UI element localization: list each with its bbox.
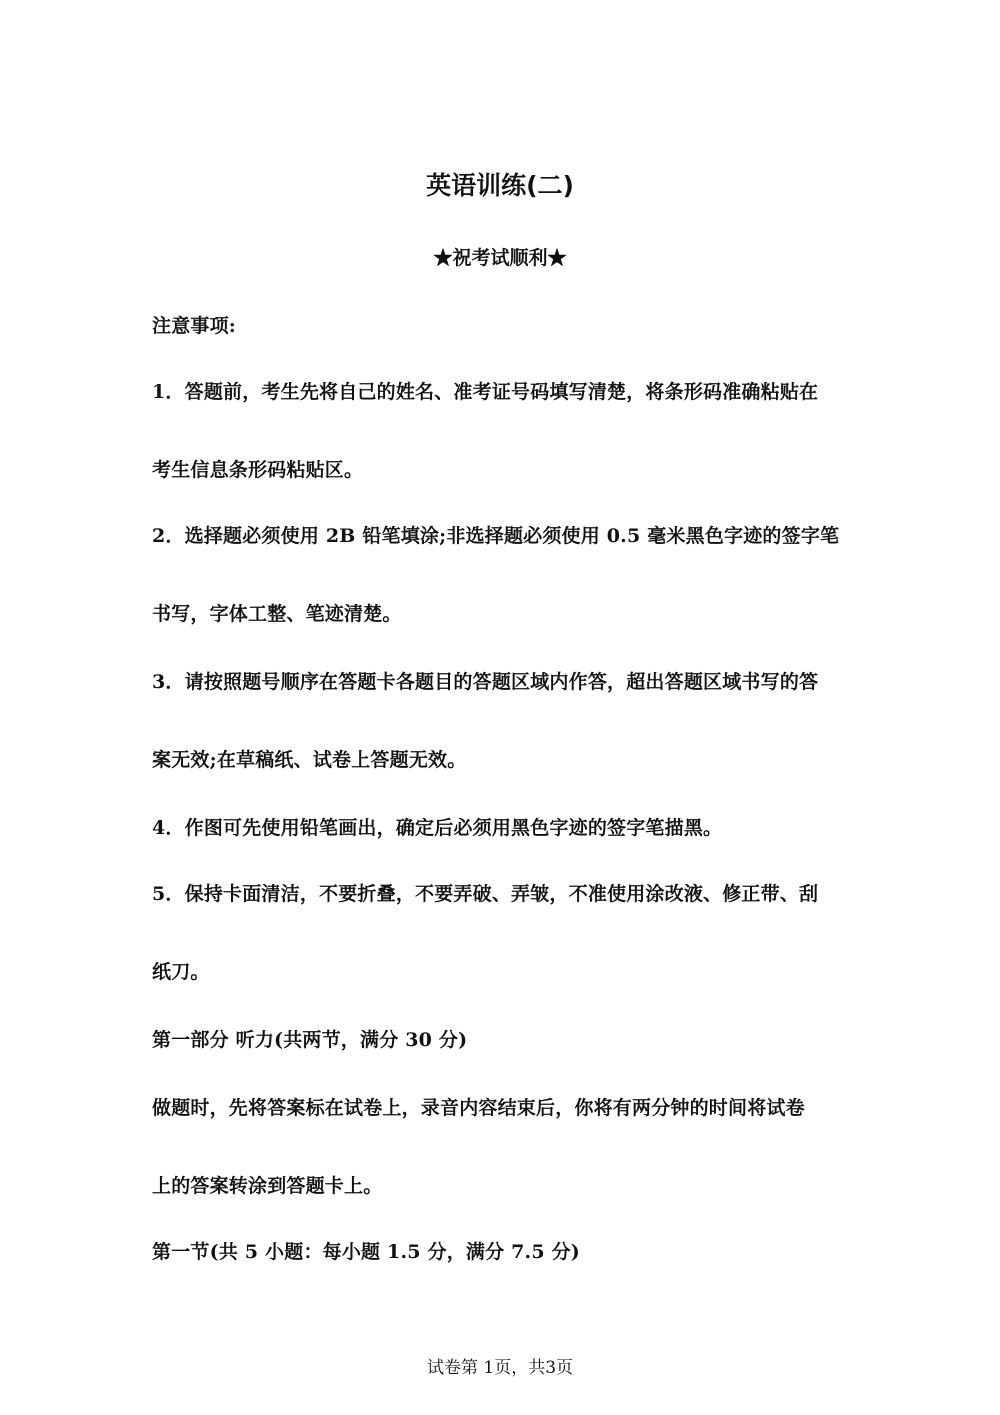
notice-item-1-line-1: 1．答题前，考生先将自己的姓名、准考证号码填写清楚，将条形码准确粘贴在: [152, 381, 819, 403]
notice-item-4: 4．作图可先使用铅笔画出，确定后必须用黑色字迹的签字笔描黑。: [152, 817, 723, 839]
notice-item-3-line-2: 案无效;在草稿纸、试卷上答题无效。: [152, 749, 467, 771]
notice-item-5-line-2: 纸刀。: [152, 961, 210, 983]
notice-item-2-line-2: 书写，字体工整、笔迹清楚。: [152, 603, 402, 625]
instruction-line-1: 做题时，先将答案标在试卷上，录音内容结束后，你将有两分钟的时间将试卷: [152, 1097, 805, 1119]
page-title: 英语训练(二): [426, 171, 574, 200]
notice-heading: 注意事项:: [152, 315, 237, 337]
notice-item-1-line-2: 考生信息条形码粘贴区。: [152, 459, 364, 481]
subsection-heading-one: 第一节(共 5 小题：每小题 1.5 分，满分 7.5 分): [152, 1241, 580, 1263]
notice-item-2-line-1: 2．选择题必须使用 2B 铅笔填涂;非选择题必须使用 0.5 毫米黑色字迹的签字笔: [152, 525, 840, 547]
good-luck-subtitle: ★祝考试顺利★: [433, 247, 567, 269]
notice-item-3-line-1: 3．请按照题号顺序在答题卡各题目的答题区域内作答，超出答题区域书写的答: [152, 671, 819, 693]
notice-item-5-line-1: 5．保持卡面清洁，不要折叠，不要弄破、弄皱，不准使用涂改液、修正带、刮: [152, 883, 819, 905]
instruction-line-2: 上的答案转涂到答题卡上。: [152, 1175, 383, 1197]
section-heading-part-one: 第一部分 听力(共两节，满分 30 分): [152, 1029, 468, 1051]
page-footer: 试卷第 1页，共3页: [426, 1358, 574, 1378]
